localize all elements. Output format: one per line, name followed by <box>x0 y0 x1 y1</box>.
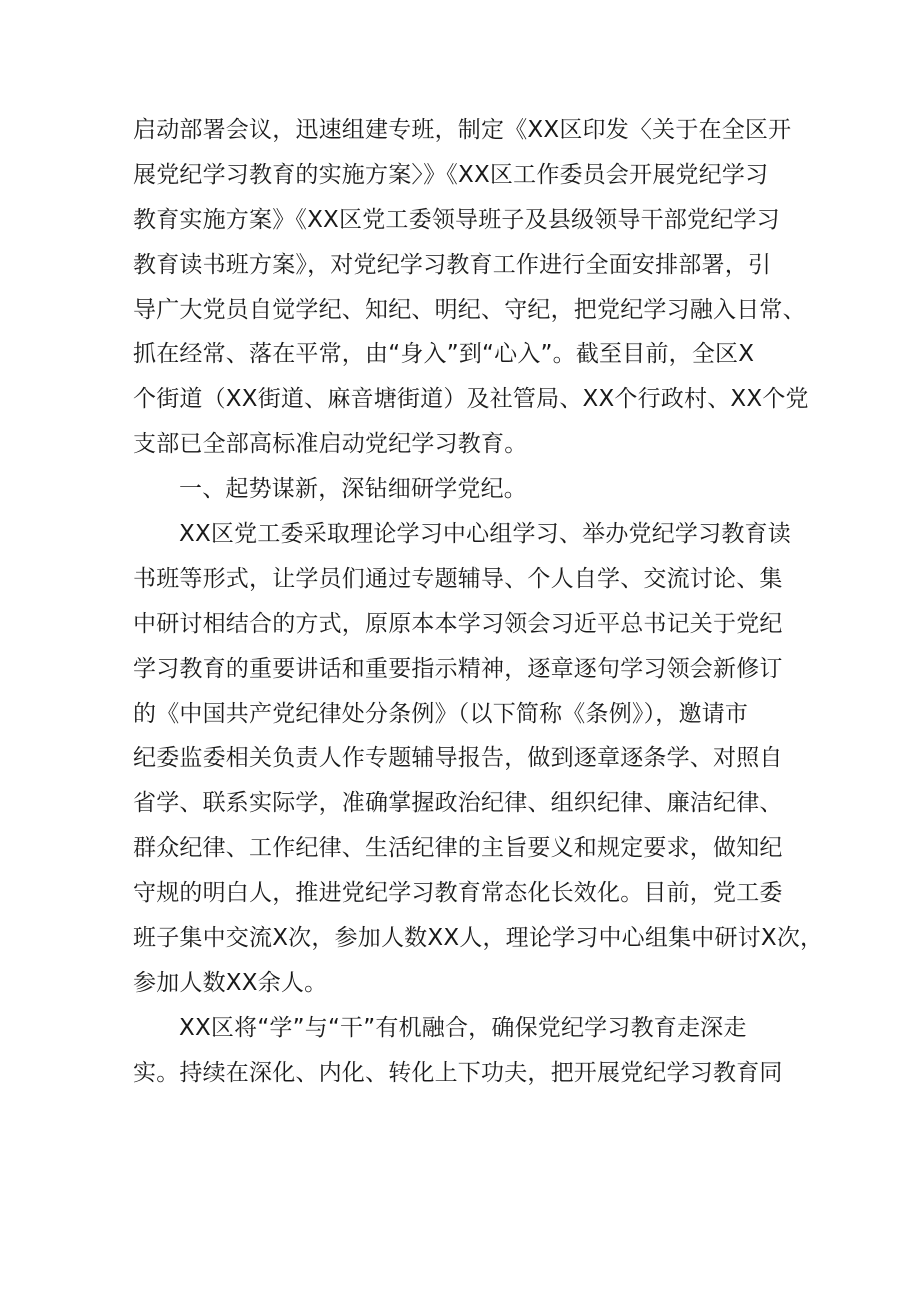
section-heading <box>133 467 793 512</box>
text-line: 教育实施方案》《XX区党工委领导班子及县级领导干部党纪学习 <box>133 206 780 233</box>
text-line: 学习教育的重要讲话和重要指示精神，逐章逐句学习领会新修订 <box>133 655 783 682</box>
text-line: 启动部署会议，迅速组建专班，制定《XX区印发〈关于在全区开 <box>133 117 792 143</box>
text-line: 实。持续在深化、内化、转化上下功夫，把开展党纪学习教育同 <box>133 1059 783 1086</box>
text-line: 群众纪律、工作纪律、生活纪律的主旨要义和规定要求，做知纪 <box>133 835 783 862</box>
text-line: 导广大党员自觉学纪、知纪、明纪、守纪，把党纪学习融入日常、 <box>133 296 806 323</box>
document-body <box>133 108 824 1096</box>
text-line: 省学、联系实际学，准确掌握政治纪律、组织纪律、廉洁纪律、 <box>133 790 783 817</box>
paragraph <box>133 512 824 1006</box>
text-line: 纪委监委相关负责人作专题辅导报告，做到逐章逐条学、对照自 <box>133 745 783 772</box>
text-line: XX区党工委采取理论学习中心组学习、举办党纪学习教育读 <box>179 521 791 548</box>
paragraph <box>133 108 809 467</box>
heading-text: 一、起势谋新，深钻细研学党纪。 <box>179 476 527 503</box>
text-line: XX区将“学”与“干”有机融合，确保党纪学习教育走深走 <box>179 1014 747 1041</box>
text-line: 班子集中交流X次，参加人数XX人，理论学习中心组集中研讨X次， <box>133 925 824 952</box>
text-line: 中研讨相结合的方式，原原本本学习领会习近平总书记关于党纪 <box>133 610 783 637</box>
text-line: 参加人数XX余人。 <box>133 969 328 996</box>
text-line: 书班等形式，让学员们通过专题辅导、个人自学、交流讨论、集 <box>133 565 783 592</box>
text-line: 教育读书班方案》，对党纪学习教育工作进行全面安排部署，引 <box>133 251 772 278</box>
text-line: 守规的明白人，推进党纪学习教育常态化长效化。目前，党工委 <box>133 880 783 907</box>
text-line: 抓在经常、落在平常，由“身入”到“心入”。截至目前，全区X <box>133 341 755 368</box>
text-line: 的《中国共产党纪律处分条例》（以下简称《条例》），邀请市 <box>133 700 749 727</box>
text-line: 个街道（XX街道、麻音塘街道）及社管局、XX个行政村、XX个党 <box>133 386 809 413</box>
paragraph <box>133 1006 793 1096</box>
text-line: 支部已全部高标准启动党纪学习教育。 <box>133 431 528 458</box>
text-line: 展党纪学习教育的实施方案〉》《XX区工作委员会开展党纪学习 <box>133 161 769 188</box>
